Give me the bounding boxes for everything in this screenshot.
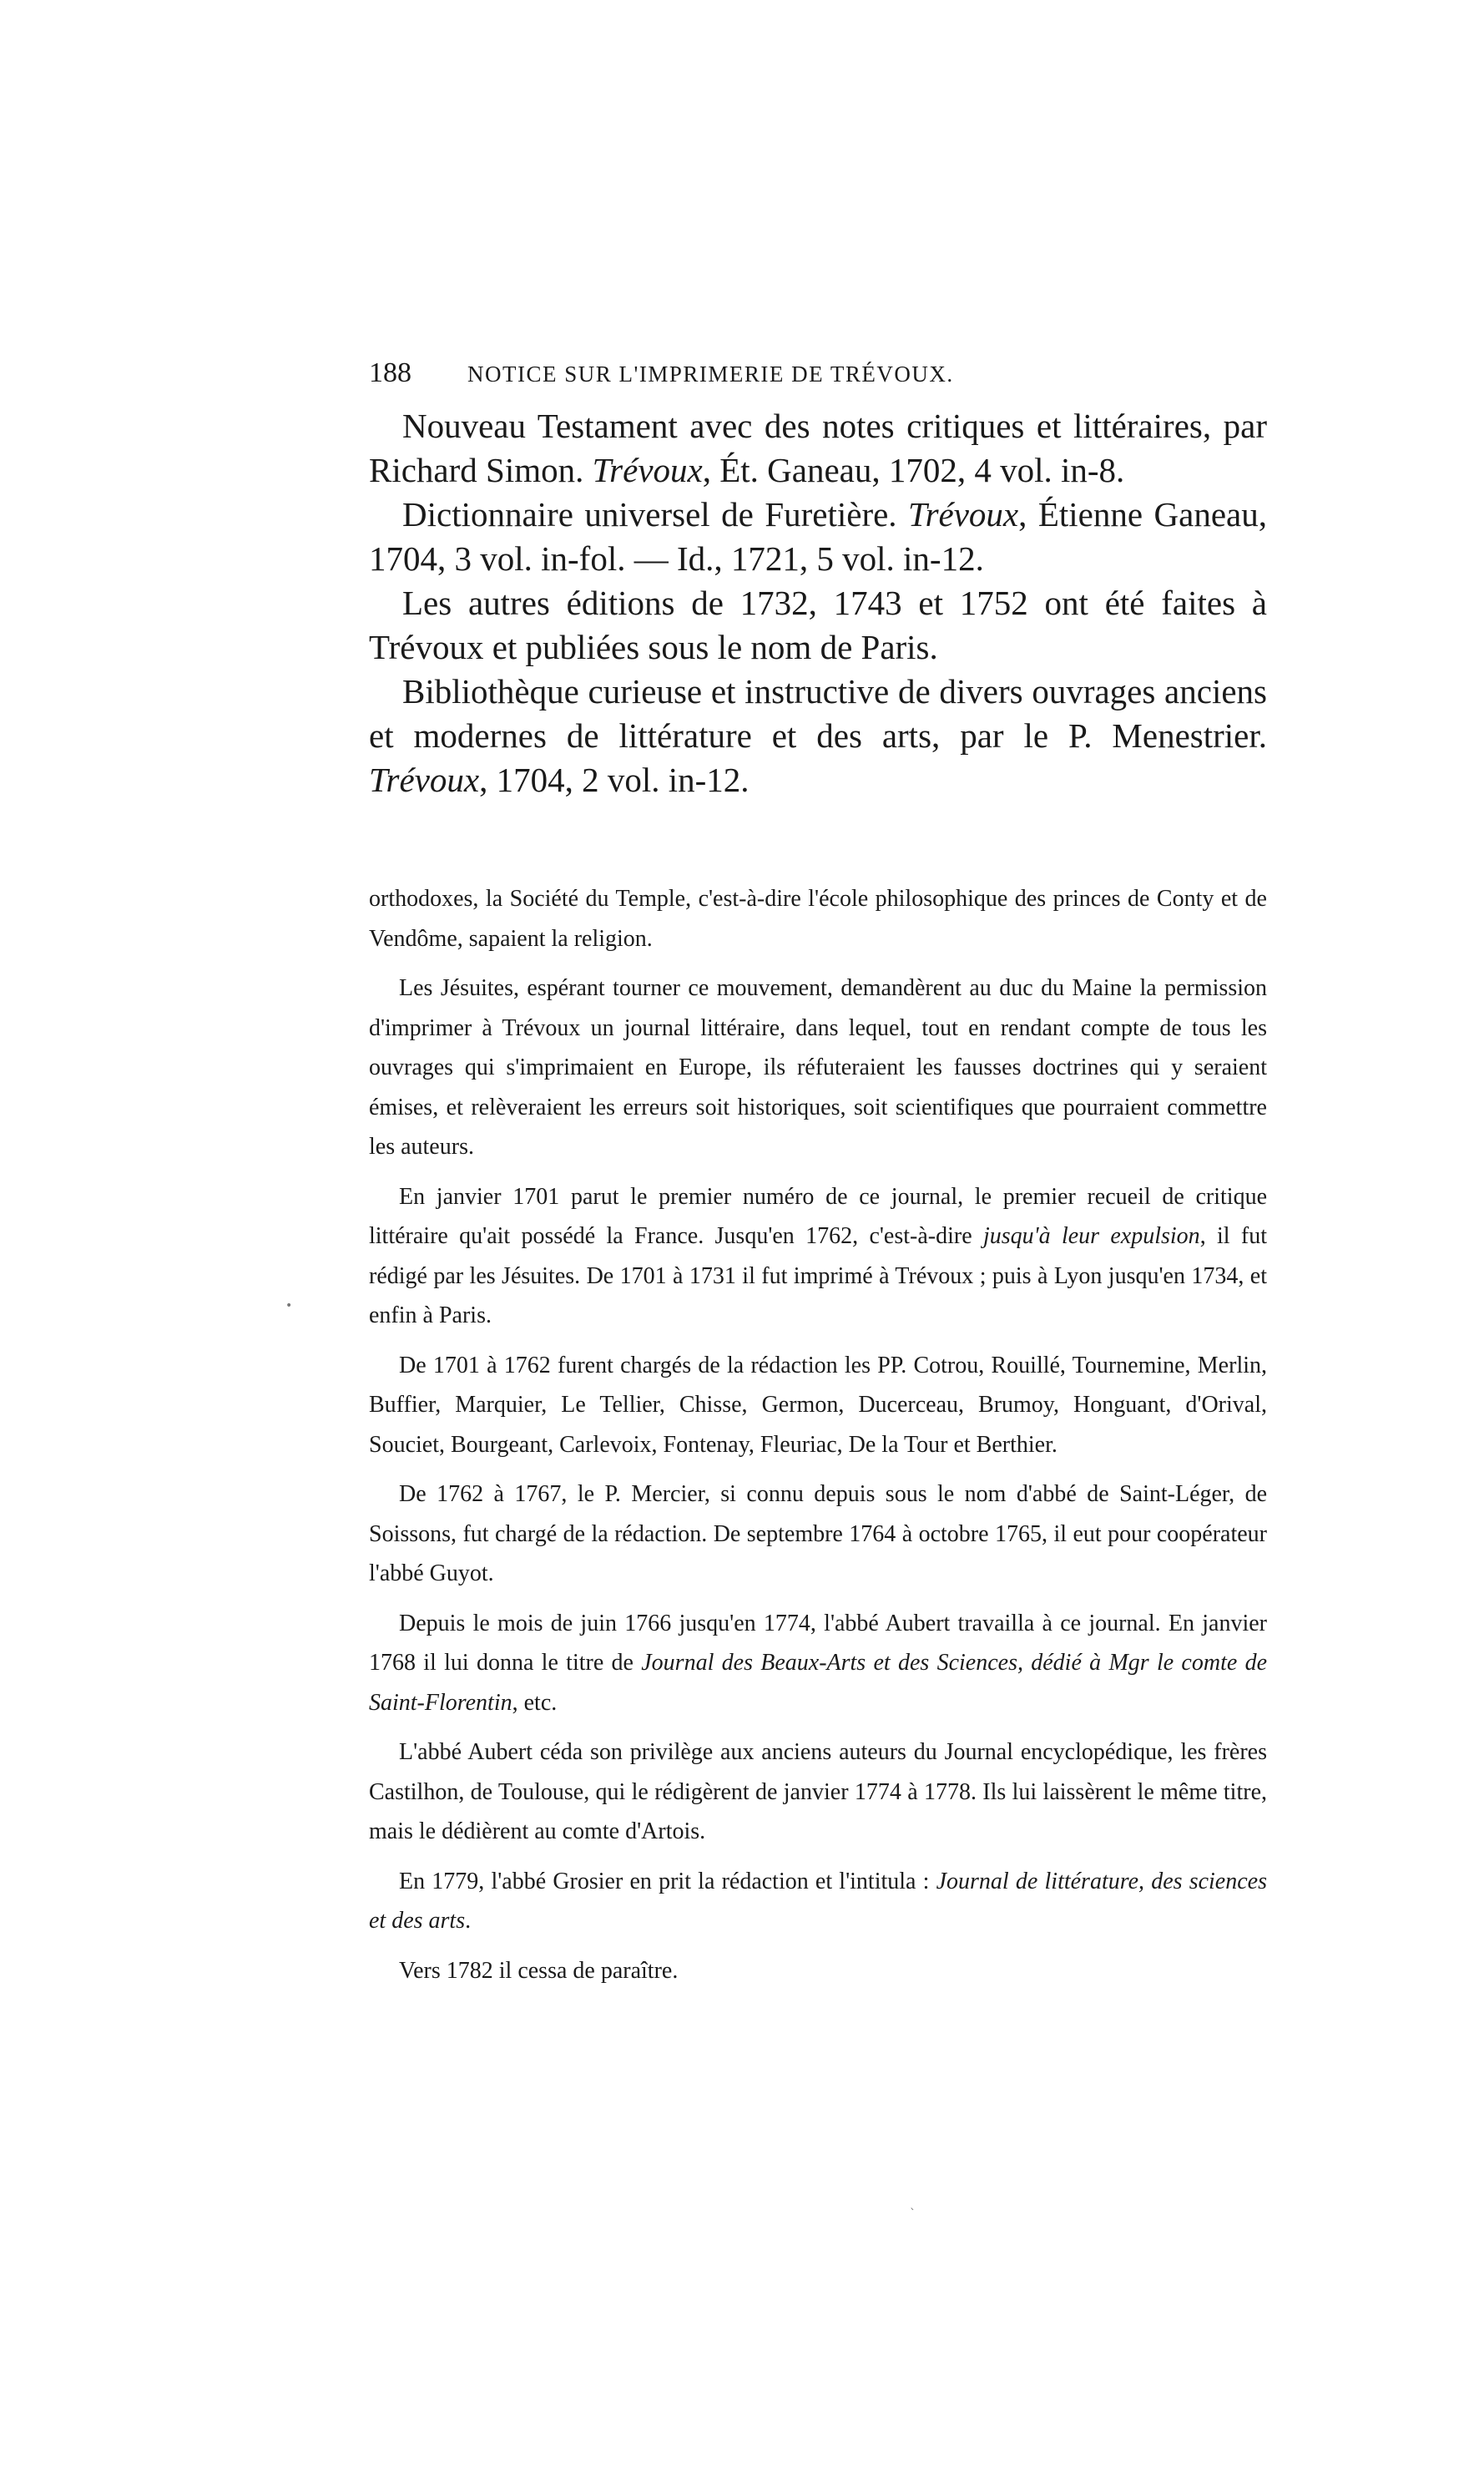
margin-mark: • (285, 1299, 293, 1312)
running-title: NOTICE SUR L'IMPRIMERIE DE TRÉVOUX. (467, 362, 954, 387)
running-header (369, 357, 1267, 396)
paragraph: Depuis le mois de juin 1766 jusqu'en 1774, l'abbé Aubert travailla à ce journal. En janvier 1768 il lui donna le titre de Journal des Beaux-Arts et des Sciences, dédié à Mgr le comte de Saint-Florentin, etc. (369, 1610, 1267, 1716)
margin-mark: ` (910, 2208, 916, 2221)
paragraph: L'abbé Aubert céda son privilège aux anciens auteurs du Journal encyclopédique, les frères Castilhon, de Toulouse, qui le rédigèrent de janvier 1774 à 1778. Ils lui laissèrent le même titre, mais le dédièrent au comte d'Artois. (369, 1739, 1267, 1844)
page-body (369, 357, 1267, 2000)
section-gap (369, 802, 1267, 879)
reference-entry: Nouveau Testament avec des notes critiques et littéraires, par Richard Simon. Trévoux, Ét. Ganeau, 1702, 4 vol. in-8. (369, 407, 1267, 489)
reference-list (369, 404, 1267, 802)
page-number: 188 (369, 357, 411, 388)
paragraph: De 1762 à 1767, le P. Mercier, si connu depuis sous le nom d'abbé de Saint-Léger, de Soissons, fut chargé de la rédaction. De septembre 1764 à octobre 1765, il eut pour coopérateur l'abbé Guyot. (369, 1481, 1267, 1586)
paragraph: orthodoxes, la Société du Temple, c'est-à-dire l'école philosophique des princes de Conty et de Vendôme, sapaient la religion. (369, 886, 1267, 952)
paragraph: En 1779, l'abbé Grosier en prit la rédaction et l'intitula : Journal de littérature, des sciences et des arts. (369, 1868, 1267, 1934)
body-text (369, 879, 1267, 1990)
reference-entry: Bibliothèque curieuse et instructive de divers ouvrages anciens et modernes de littérature et des arts, par le P. Menestrier. Trévoux, 1704, 2 vol. in-12. (369, 672, 1267, 799)
paragraph: Vers 1782 il cessa de paraître. (399, 1957, 679, 1984)
paragraph: En janvier 1701 parut le premier numéro de ce journal, le premier recueil de critique littéraire qu'ait possédé la France. Jusqu'en 1762, c'est-à-dire jusqu'à leur expulsion, il fut rédigé par les Jésuites. De 1701 à 1731 il fut imprimé à Trévoux ; puis à Lyon jusqu'en 1734, et enfin à Paris. (369, 1183, 1268, 1328)
reference-entry: Dictionnaire universel de Furetière. Trévoux, Étienne Ganeau, 1704, 3 vol. in-fol. — Id., 1721, 5 vol. in-12. (369, 495, 1267, 578)
reference-entry: Les autres éditions de 1732, 1743 et 1752 ont été faites à Trévoux et publiées sous le nom de Paris. (369, 584, 1267, 666)
paragraph: De 1701 à 1762 furent chargés de la rédaction les PP. Cotrou, Rouillé, Tournemine, Merlin, Buffier, Marquier, Le Tellier, Chisse, Germon, Ducerceau, Brumoy, Honguant, d'Orival, Souciet, Bourgeant, Carlevoix, Fontenay, Fleuriac, De la Tour et Berthier. (369, 1352, 1267, 1458)
paragraph: Les Jésuites, espérant tourner ce mouvement, demandèrent au duc du Maine la permission d'imprimer à Trévoux un journal littéraire, dans lequel, tout en rendant compte de tous les ouvrages qui s'imprimaient en Europe, ils réfuteraient les fausses doctrines qui y seraient émises, et relèveraient les erreurs soit historiques, soit scientifiques que pourraient commettre les auteurs. (369, 975, 1267, 1160)
